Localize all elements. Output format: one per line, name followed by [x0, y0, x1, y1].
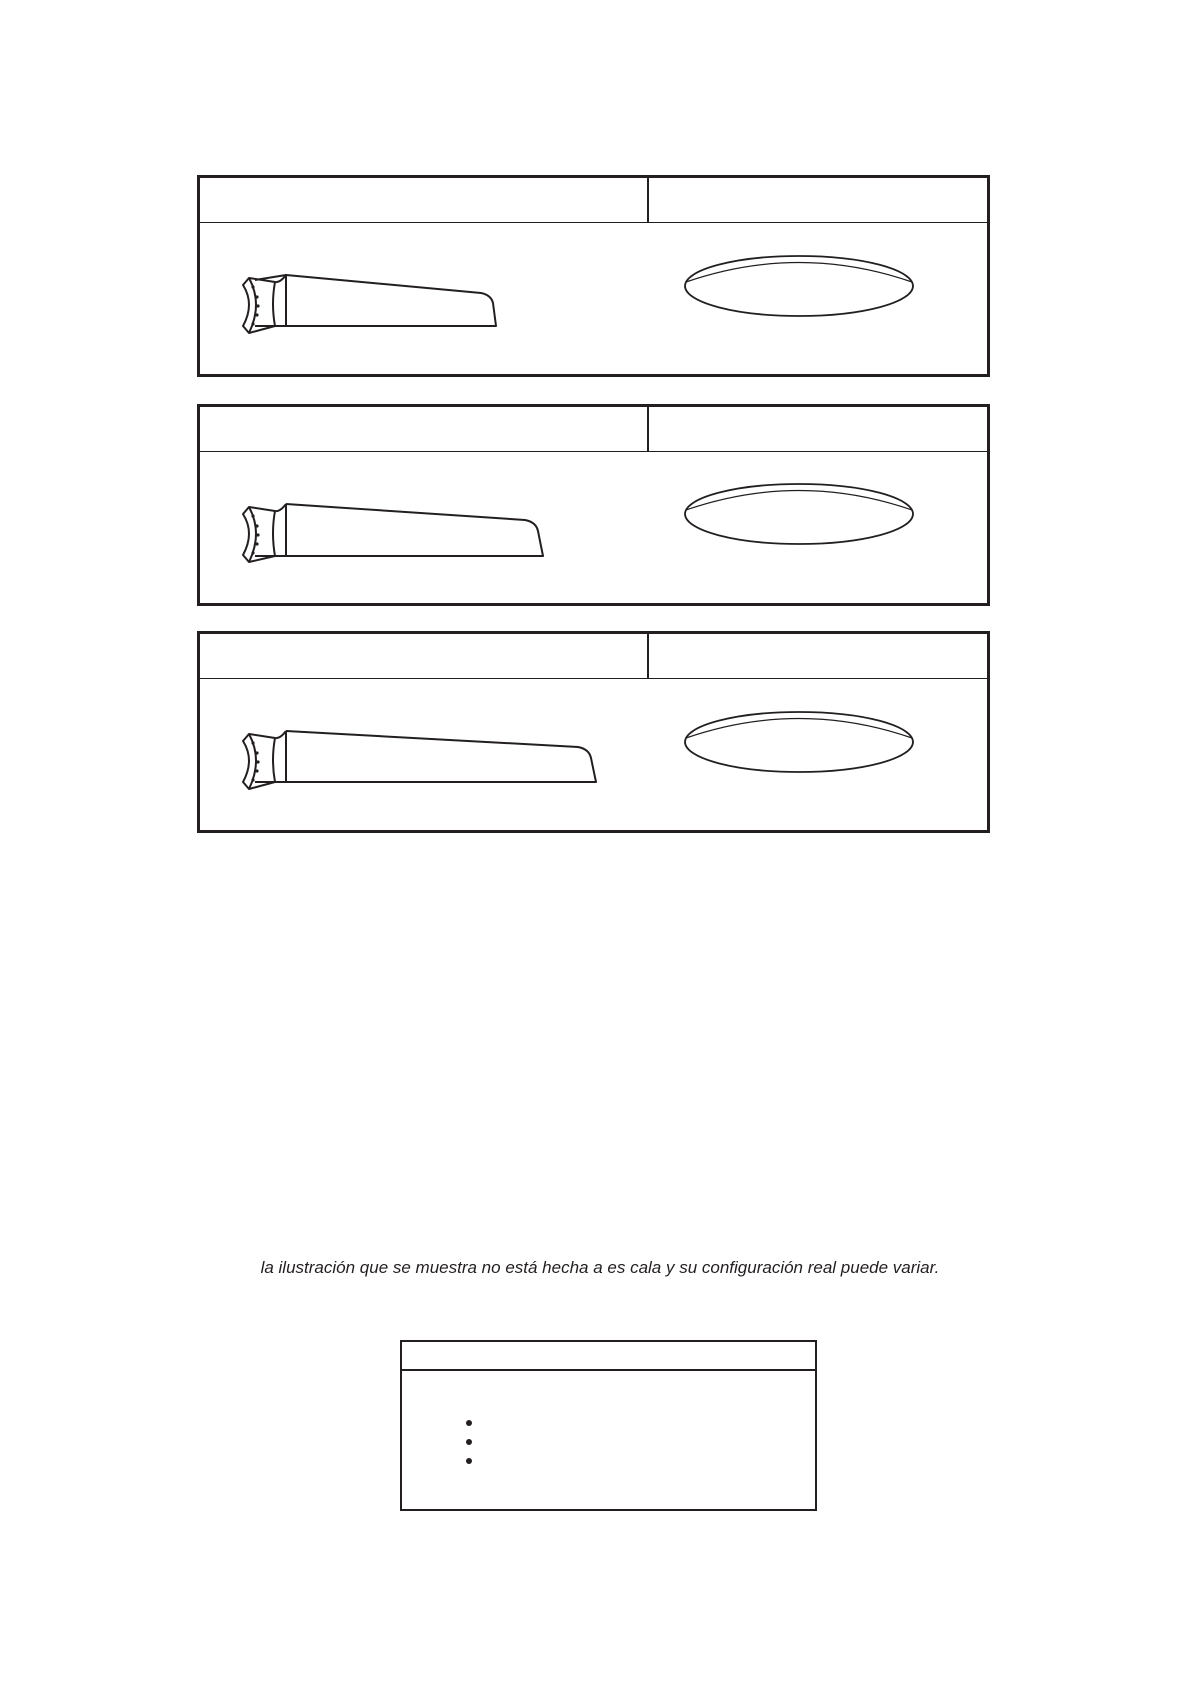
canopy-ellipse-icon — [685, 484, 913, 544]
list-item — [466, 1452, 726, 1471]
part-drawing-2 — [200, 407, 993, 609]
part-box-1 — [197, 175, 990, 377]
list-item — [466, 1414, 726, 1433]
fan-blade-icon — [243, 504, 543, 562]
notice-box — [400, 1340, 817, 1511]
part-box-2 — [197, 404, 990, 606]
part-drawing-3 — [200, 634, 993, 836]
scale-disclaimer: la ilustración que se muestra no está hecha a es cala y su configuración real puede variar. — [260, 1258, 940, 1277]
fan-blade-icon — [240, 260, 496, 333]
fan-blade-icon — [243, 731, 596, 789]
list-item — [466, 1433, 726, 1452]
bullet-icon — [466, 1439, 472, 1445]
canopy-ellipse-icon — [685, 256, 913, 316]
notice-header-divider — [402, 1369, 815, 1371]
part-drawing-1 — [200, 178, 993, 380]
part-box-3 — [197, 631, 990, 833]
bullet-icon — [466, 1458, 472, 1464]
bullet-icon — [466, 1420, 472, 1426]
notice-bullet-list — [466, 1414, 726, 1471]
canopy-ellipse-icon — [685, 712, 913, 772]
